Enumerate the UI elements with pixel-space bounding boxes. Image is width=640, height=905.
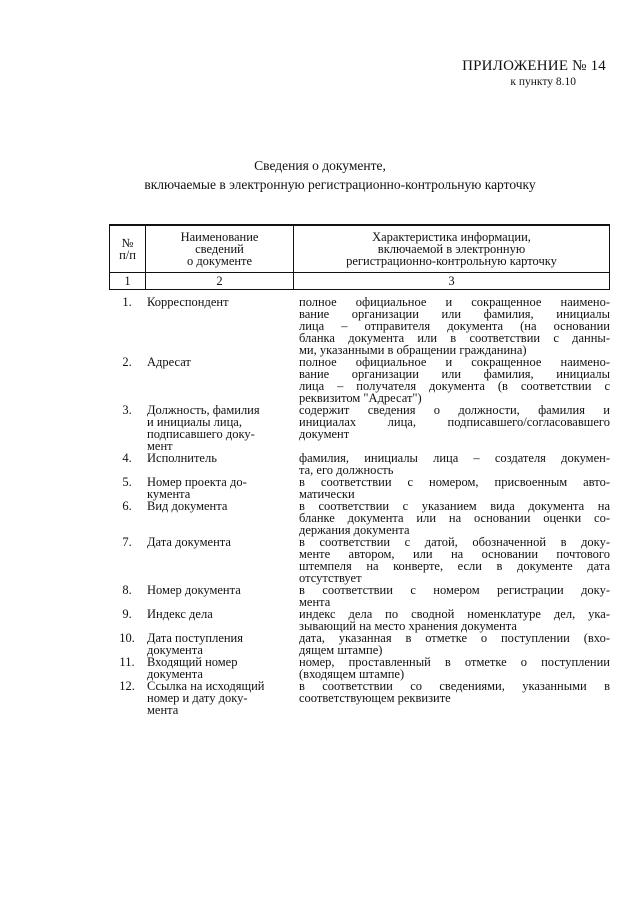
row-description-line: (входящем штампе)	[299, 667, 405, 681]
row-name-line: Номер документа	[147, 583, 241, 597]
row-description-line: та, его должность	[299, 463, 394, 477]
row-description	[297, 404, 610, 452]
row-description-line: бланке документа или на основании оценки со-	[299, 511, 610, 525]
row-name	[145, 356, 297, 404]
table-row	[109, 500, 610, 536]
row-description-line: дящем штампе)	[299, 643, 383, 657]
header-desc-line: включаемой в электронную	[377, 242, 526, 256]
table-row	[109, 656, 610, 680]
row-number: 11.	[119, 655, 135, 669]
column-number: 2	[146, 273, 294, 290]
row-name-line: Индекс дела	[147, 607, 213, 621]
row-name-line: Должность, фамилия	[147, 403, 260, 417]
row-number: 7.	[122, 535, 132, 549]
row-name	[145, 632, 297, 656]
row-name	[145, 680, 297, 716]
row-name-line: и инициалы лица,	[147, 415, 242, 429]
row-description	[297, 476, 610, 500]
column-number: 1	[110, 273, 146, 290]
row-number: 4.	[122, 451, 132, 465]
row-description	[297, 656, 610, 680]
table-body	[109, 296, 610, 716]
row-description-line: вание организации или фамилия, инициалы	[299, 307, 610, 321]
table-row	[109, 536, 610, 584]
table-row	[109, 356, 610, 404]
row-name	[145, 500, 297, 536]
appendix-block	[462, 58, 606, 88]
row-description-line: соответствующем реквизите	[299, 691, 451, 705]
row-description	[297, 296, 610, 356]
row-description-line: в соответствии с номером регистрации доку-	[299, 583, 610, 597]
row-description-line: менте автором, или на основании почтового	[299, 547, 610, 561]
row-description-line: держания документа	[299, 523, 410, 537]
row-name	[145, 296, 297, 356]
appendix-subtitle: к пункту 8.10	[510, 76, 576, 88]
row-name-line: мент	[147, 439, 173, 453]
table-row	[109, 608, 610, 632]
table-row	[109, 404, 610, 452]
row-name-line: документа	[147, 667, 203, 681]
row-description-line: номер, проставленный в отметке о поступлении	[299, 655, 610, 669]
row-description	[297, 632, 610, 656]
row-description-line: вание организации или фамилия, инициалы	[299, 367, 610, 381]
header-num-line: п/п	[119, 248, 136, 262]
table-row	[109, 632, 610, 656]
row-description-line: инициалах лица, подписавшего/согласовавшего	[299, 415, 610, 429]
row-name	[145, 404, 297, 452]
row-name	[145, 536, 297, 584]
row-name	[145, 452, 297, 476]
row-name	[145, 476, 297, 500]
header-num-line: №	[121, 236, 134, 250]
column-number: 3	[294, 273, 610, 290]
document-title	[0, 156, 640, 194]
row-description-line: бланка документа или в соответствии с данны-	[299, 331, 610, 345]
header-cell-num	[110, 225, 146, 273]
row-name-line: Вид документа	[147, 499, 228, 513]
row-name-line: подписавшего доку-	[147, 427, 255, 441]
title-line-2: включаемые в электронную регистрационно-контрольную карточку	[144, 177, 536, 192]
row-description-line: в соответствии со сведениями, указанными в	[299, 679, 610, 693]
row-name	[145, 584, 297, 608]
row-description-line: дата, указанная в отметке о поступлении (вхо-	[299, 631, 610, 645]
column-number-row	[110, 273, 610, 290]
row-description-line: полное официальное и сокращенное наимено-	[299, 295, 610, 309]
row-number: 12.	[119, 679, 135, 693]
row-name-line: Исполнитель	[147, 451, 217, 465]
row-name-line: Корреспондент	[147, 295, 229, 309]
row-name-line: Дата поступления	[147, 631, 243, 645]
row-description-line: в соответствии с датой, обозначенной в доку-	[299, 535, 610, 549]
row-number: 6.	[122, 499, 132, 513]
row-name	[145, 656, 297, 680]
table-row	[109, 680, 610, 716]
row-name-line: Дата документа	[147, 535, 231, 549]
header-row	[110, 225, 610, 273]
row-name	[145, 608, 297, 632]
header-cell-desc	[294, 225, 610, 273]
row-description-line: индекс дела по сводной номенклатуре дел, ука-	[299, 607, 610, 621]
row-description-line: лица – получателя документа (в соответствии с	[299, 379, 610, 393]
row-description	[297, 608, 610, 632]
header-cell-name	[146, 225, 294, 273]
row-description	[297, 680, 610, 716]
row-description	[297, 500, 610, 536]
row-description-line: лица – отправителя документа (на основании	[299, 319, 610, 333]
row-number: 3.	[122, 403, 132, 417]
table-header	[109, 224, 610, 290]
row-name-line: мента	[147, 703, 179, 717]
table-row	[109, 296, 610, 356]
row-name-line: Входящий номер	[147, 655, 238, 669]
row-number: 2.	[122, 355, 132, 369]
header-desc-line: Характеристика информации,	[372, 230, 531, 244]
row-name-line: номер и дату доку-	[147, 691, 248, 705]
row-description-line: фамилия, инициалы лица – создателя докумен-	[299, 451, 610, 465]
table-row	[109, 452, 610, 476]
title-line-1: Сведения о документе,	[254, 158, 386, 173]
row-description-line: полное официальное и сокращенное наимено-	[299, 355, 610, 369]
row-description-line: в соответствии с указанием вида документа на	[299, 499, 610, 513]
row-number: 1.	[122, 295, 132, 309]
row-name-line: документа	[147, 643, 203, 657]
row-name-line: Адресат	[147, 355, 191, 369]
appendix-title: ПРИЛОЖЕНИЕ № 14	[462, 58, 606, 74]
row-description-line: отсутствует	[299, 571, 362, 585]
row-description-line: ми, указанными в обращении гражданина)	[299, 343, 527, 357]
row-description-line: матически	[299, 487, 355, 501]
row-description-line: в соответствии с номером, присвоенным авто-	[299, 475, 610, 489]
row-description-line: содержит сведения о должности, фамилия и	[299, 403, 610, 417]
row-description-line: штемпеля на конверте, если в документе дата	[299, 559, 610, 573]
row-description	[297, 584, 610, 608]
header-name-line: о документе	[186, 254, 253, 268]
row-name-line: кумента	[147, 487, 191, 501]
table-row	[109, 584, 610, 608]
row-number: 5.	[122, 475, 132, 489]
header-name-line: Наименование	[180, 230, 259, 244]
row-number: 9.	[122, 607, 132, 621]
row-description-line: мента	[299, 595, 331, 609]
row-number: 8.	[122, 583, 132, 597]
row-description-line: документ	[299, 427, 350, 441]
row-description	[297, 356, 610, 404]
row-description-line: зывающий на место хранения документа	[299, 619, 517, 633]
row-description	[297, 452, 610, 476]
table-row	[109, 476, 610, 500]
row-name-line: Номер проекта до-	[147, 475, 247, 489]
row-number: 10.	[119, 631, 135, 645]
row-description	[297, 536, 610, 584]
row-description-line: реквизитом "Адресат")	[299, 391, 422, 405]
header-name-line: сведений	[195, 242, 244, 256]
row-name-line: Ссылка на исходящий	[147, 679, 265, 693]
header-desc-line: регистрационно-контрольную карточку	[346, 254, 557, 268]
